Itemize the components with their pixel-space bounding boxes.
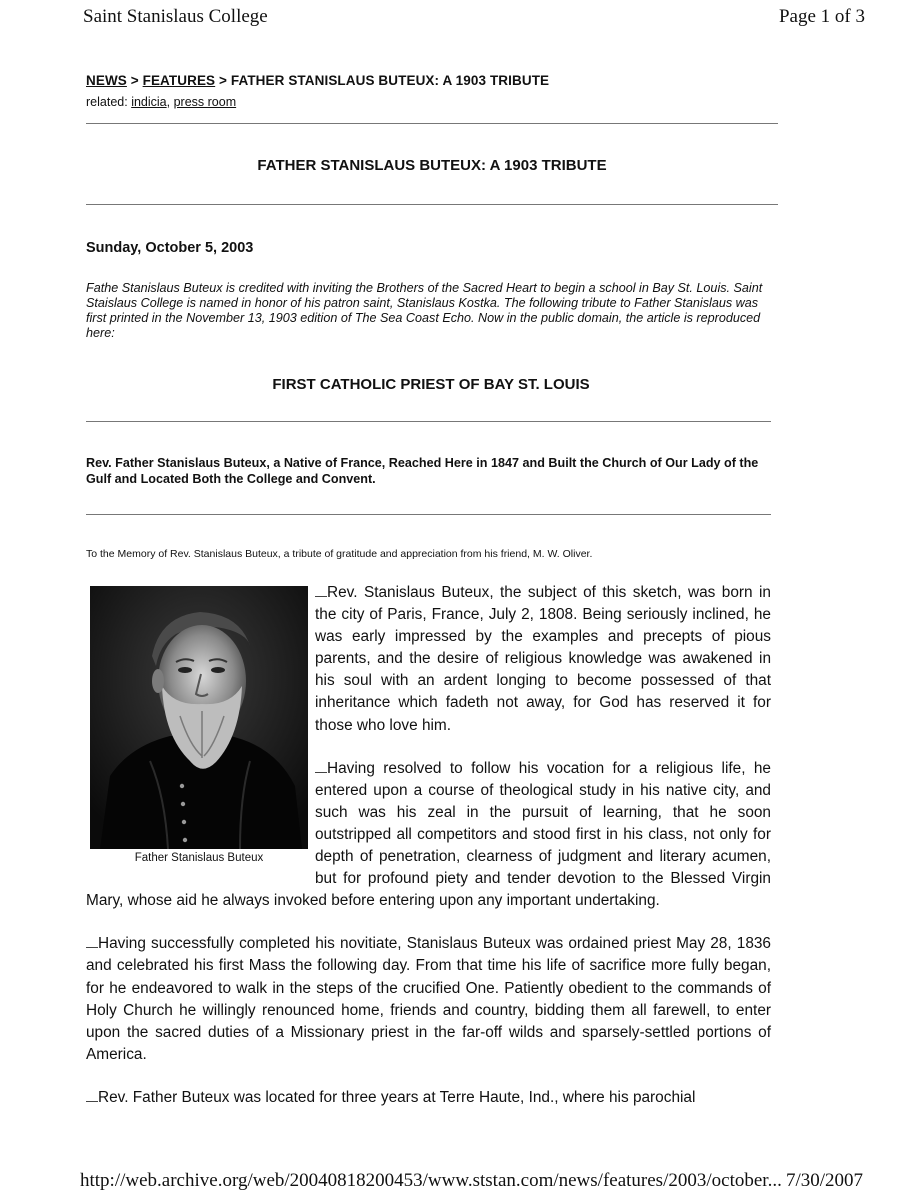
paragraph-mark [315,772,327,773]
related-indicia-link[interactable]: indicia [131,95,167,109]
related-links [86,95,236,109]
print-header-site: Saint Stanislaus College [83,6,268,27]
paragraph-mark [315,596,327,597]
related-press-room-link[interactable]: press room [173,95,237,109]
photo-caption: Father Stanislaus Buteux [134,852,264,864]
article-paragraph: Having successfully completed his novitiate, Stanislaus Buteux was ordained priest May 28, 1836 and celebrated his first Mass the following day. From that time his life of sacrifice more fully began, for he endeavored to walk in the steps of the crucified One. Patiently obedient to the commands of Holy Church he willingly renounced home, friends and country, bidding them all farewell, to enter upon the sacred duties of a Missionary priest in the far-off wilds and sparsely-settled portions of America. [86,935,771,1063]
portrait-image [90,586,308,849]
related-label: related: [86,95,128,109]
paragraph-mark [86,1101,98,1102]
article-intro: Fathe Stanislaus Buteux is credited with inviting the Brothers of the Sacred Heart to begin a school in Bay St. Louis. Saint Staislaus College is named in honor of his patron saint, Stanislaus Kostka. The following tribute to Father Stanislaus was first printed in the November 13, 1903 edition of The Sea Coast Echo. Now in the public domain, the article is reproduced here: [86,281,763,340]
article-paragraph: Rev. Stanislaus Buteux, the subject of this sketch, was born in the city of Paris, France, July 2, 1808. Being seriously inclined, he was early impressed by the examples and precepts of pious parents, and the desire of religious knowledge was awakened in his soul with an ardent longing to become possessed of that inheritance which fadeth not away, for God has reserved it for those who love him. [315,584,771,734]
article-dedication: To the Memory of Rev. Stanislaus Buteux, a tribute of gratitude and appreciation from his friend, M. W. Oliver. [86,548,593,560]
divider [86,421,771,422]
divider [86,123,778,124]
article-subhead: FIRST CATHOLIC PRIEST OF BAY ST. LOUIS [272,376,590,393]
paragraph-mark [86,947,98,948]
breadcrumb-separator: > [219,73,228,88]
article-paragraph: Rev. Father Buteux was located for three years at Terre Haute, Ind., where his parochial [86,1087,771,1109]
related-comma: , [166,95,171,109]
print-footer-date: 7/30/2007 [785,1170,863,1191]
breadcrumb-features-link[interactable]: FEATURES [142,73,216,88]
breadcrumb-separator: > [130,73,139,88]
article-date: Sunday, October 5, 2003 [86,240,254,256]
print-footer-url: http://web.archive.org/web/20040818200453/www.ststan.com/news/features/2003/october... [80,1170,782,1191]
divider [86,204,778,205]
portrait-photo [90,586,308,849]
breadcrumb-news-link[interactable]: NEWS [86,73,127,88]
breadcrumb-current: FATHER STANISLAUS BUTEUX: A 1903 TRIBUTE [230,73,550,88]
article-title: FATHER STANISLAUS BUTEUX: A 1903 TRIBUTE [257,157,607,174]
article-deck: Rev. Father Stanislaus Buteux, a Native of France, Reached Here in 1847 and Built the Church of Our Lady of the Gulf and Located Both the College and Convent. [86,456,759,486]
article-paragraph: Having resolved to follow his vocation for a religious life, he entered upon a course of theological study in his native city, and such was his zeal in the pursuit of learning, that he soon outstripped all competitors and stood first in his class, not only for depth of penetration, clearness of judgment and literary acumen, but for profound piety and tender devotion to the Blessed Virgin Mary, whose aid he always invoked before entering upon any important undertaking. [86,759,771,910]
divider [86,514,771,515]
breadcrumb [86,73,549,88]
print-header-page: Page 1 of 3 [778,6,865,27]
